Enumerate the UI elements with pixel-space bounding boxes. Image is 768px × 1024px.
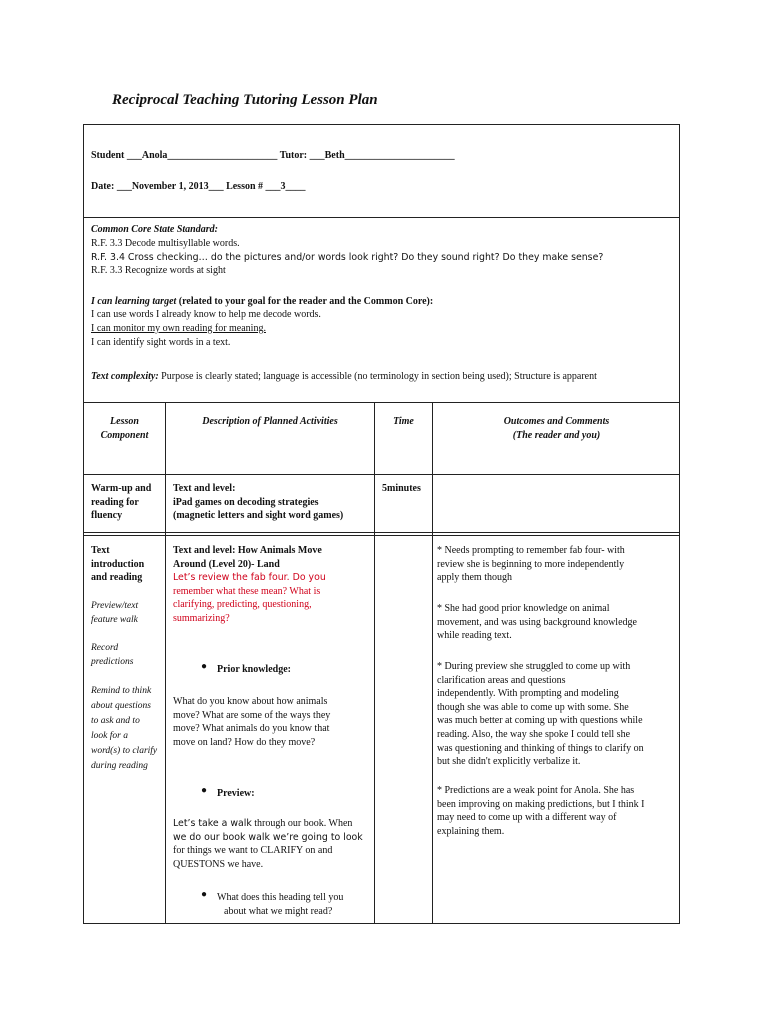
target-line: I can identify sight words in a text. — [91, 337, 231, 348]
outcome-comment — [437, 602, 637, 643]
note-record-predictions — [91, 642, 133, 669]
cell-line: Record — [91, 643, 119, 653]
cell-line: Remind to think — [91, 686, 152, 696]
cell-line: during reading — [91, 761, 148, 771]
standard-line: R.F. 3.3 Recognize words at sight — [91, 265, 226, 276]
text-complexity — [91, 370, 597, 384]
header-box — [83, 124, 680, 218]
cell-line: for things we want to CLARIFY on and — [173, 845, 333, 857]
outcome-comment — [437, 784, 644, 838]
table-divider — [83, 532, 680, 533]
cell-line: clarifying, predicting, questioning, — [173, 599, 312, 611]
col-header-time: Time — [393, 416, 414, 427]
standard-line: R.F. 3.4 Cross checking… do the pictures and/or words look right? Do they sound right? Do they make sense? — [91, 252, 604, 263]
cell-line: fluency — [91, 510, 123, 522]
cell-line: Let’s review the fab four. Do you — [173, 572, 326, 583]
learning-target-heading — [91, 295, 433, 309]
cell-line: independently. With prompting and modeling — [437, 688, 619, 700]
complexity-label: Text complexity: — [91, 371, 159, 382]
col-header-description: Description of Planned Activities — [202, 416, 338, 427]
col-header-line: Lesson — [110, 416, 139, 427]
preview-text — [173, 817, 363, 871]
target-line: I can use words I already know to help me decode words. — [91, 309, 321, 320]
cell-line: Text and level: — [173, 483, 236, 494]
cell-line: about what we might read? — [224, 905, 333, 917]
date-lesson-line: Date: ___November 1, 2013___ Lesson # ___3____ — [91, 181, 306, 192]
table-divider — [83, 474, 680, 475]
target-line: I can monitor my own reading for meaning. — [91, 323, 266, 334]
prior-knowledge-label: Prior knowledge: — [217, 664, 291, 675]
cell-line: feature walk — [91, 614, 138, 625]
cell-line: move on land? How do they move? — [173, 736, 316, 748]
row2-activity-review — [173, 571, 326, 625]
bullet-icon: ● — [201, 661, 208, 672]
cell-line: to ask and to — [91, 716, 140, 726]
cell-line: summarizing? — [173, 612, 230, 624]
cell-line: remember what these mean? What is — [173, 585, 321, 597]
table-divider — [83, 535, 680, 536]
note-preview-walk — [91, 600, 138, 627]
cell-line: move? What are some of the ways they — [173, 709, 331, 721]
cell-line: reading for — [91, 496, 139, 508]
table-divider — [165, 402, 166, 924]
cell-line: * During preview she struggled to come up with — [437, 661, 631, 672]
cell-line: may need to come up with a different way of — [437, 812, 617, 824]
cell-line: and reading — [91, 572, 143, 584]
cell-line: look for a — [91, 731, 128, 741]
outcome-comment — [437, 660, 644, 769]
outcome-comment — [437, 544, 625, 585]
cell-line: * Needs prompting to remember fab four- with — [437, 545, 625, 556]
row2-activity-heading — [173, 544, 322, 571]
cell-line: QUESTONS we have. — [173, 858, 264, 870]
complexity-text: Purpose is clearly stated; language is accessible (no terminology in section being used); Structure is apparent — [158, 371, 597, 382]
document-title: Reciprocal Teaching Tutoring Lesson Plan — [112, 92, 378, 108]
cell-line: What do you know about how animals — [173, 696, 328, 707]
table-divider — [374, 402, 375, 924]
learning-target-label: I can learning target — [91, 296, 177, 307]
cell-line: What does this heading tell you — [217, 892, 344, 903]
col-header-outcomes — [433, 415, 680, 442]
cell-line: word(s) to clarify — [91, 746, 158, 756]
standard-line: R.F. 3.3 Decode multisyllable words. — [91, 238, 240, 249]
col-header-line: Component — [100, 429, 149, 441]
cell-line: * She had good prior knowledge on animal — [437, 603, 610, 614]
standards-heading: Common Core State Standard: — [91, 224, 218, 235]
row2-component — [91, 544, 144, 585]
bullet-icon: ● — [201, 785, 208, 796]
col-header-line: Outcomes and Comments — [503, 416, 610, 427]
cell-line: been improving on making predictions, but I think I — [437, 798, 645, 810]
cell-line: predictions — [91, 656, 134, 667]
cell-line: about questions — [91, 701, 151, 711]
cell-line: * Predictions are a weak point for Anola. She has — [437, 785, 635, 796]
preview-label: Preview: — [217, 788, 255, 799]
cell-line: introduction — [91, 558, 145, 570]
prior-knowledge-text — [173, 695, 330, 749]
cell-line: apply them though — [437, 572, 512, 584]
preview-walk-phrase: Let’s take a walk — [173, 818, 252, 829]
note-remind-questions — [91, 684, 157, 774]
student-tutor-line: Student ___Anola______________________ Tutor: ___Beth______________________ — [91, 150, 455, 161]
cell-line: (magnetic letters and sight word games) — [173, 510, 344, 522]
cell-line: we do our book walk we’re going to look — [173, 831, 363, 843]
cell-line: while reading text. — [437, 630, 512, 642]
cell-line: Preview/text — [91, 601, 139, 611]
cell-line: iPad games on decoding strategies — [173, 496, 319, 508]
cell-line: Warm-up and — [91, 483, 152, 494]
table-divider — [432, 402, 433, 924]
cell-line: explaining them. — [437, 825, 505, 837]
cell-line: movement, and was using background knowledge — [437, 616, 637, 628]
cell-line: reading. Also, the way she spoke I could tell she — [437, 728, 631, 740]
heading-question — [217, 891, 343, 918]
learning-target-note: (related to your goal for the reader and the Common Core): — [176, 296, 434, 307]
cell-line: clarification areas and questions — [437, 674, 566, 686]
col-header-line: (The reader and you) — [512, 429, 601, 441]
col-header-lesson — [84, 415, 165, 442]
cell-line — [173, 817, 363, 831]
cell-line: was questioning and thinking of things to clarify on — [437, 742, 644, 754]
cell-line: Text — [91, 545, 110, 556]
bullet-icon: ● — [201, 889, 208, 900]
row1-time: 5minutes — [382, 483, 421, 494]
cell-line: though she was able to come up with some. She — [437, 701, 629, 713]
cell-line: review she is beginning to more independently — [437, 558, 625, 570]
cell-line: but she didn't explicitly verbalize it. — [437, 756, 581, 768]
row1-component — [91, 482, 151, 523]
cell-line: Around (Level 20)- Land — [173, 558, 280, 570]
preview-walk-rest: through our book. When — [251, 818, 353, 829]
cell-line: Text and level: How Animals Move — [173, 545, 322, 556]
cell-line: move? What animals do you know that — [173, 723, 330, 735]
row1-activity — [173, 482, 343, 523]
cell-line: was much better at coming up with questions while — [437, 715, 643, 727]
